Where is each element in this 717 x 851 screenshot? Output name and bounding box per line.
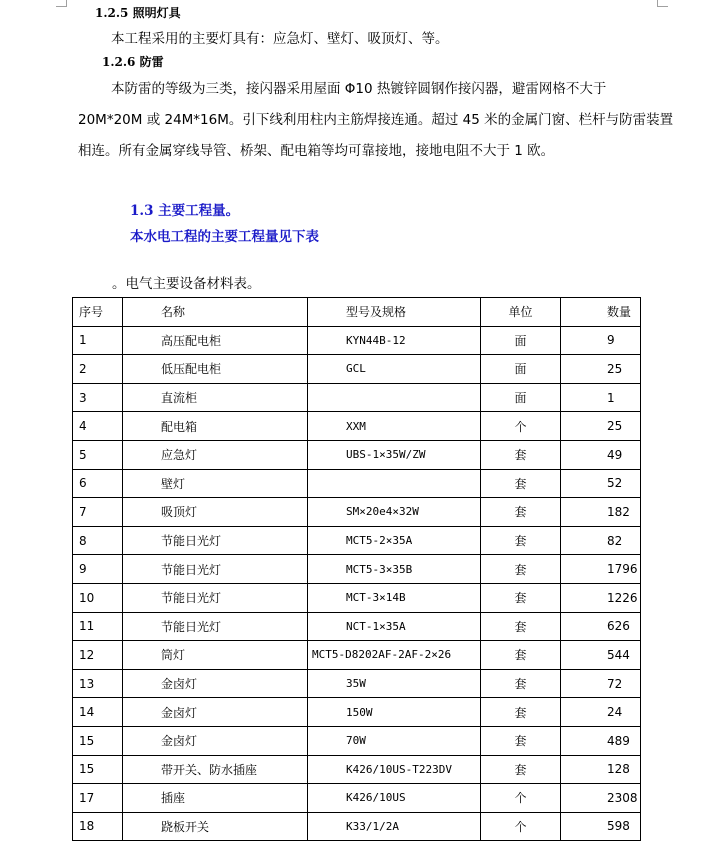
cell-number: 7 — [73, 498, 123, 527]
cell-unit: 个 — [481, 812, 561, 841]
table-row — [73, 526, 641, 555]
cell-name: 直流柜 — [123, 383, 308, 412]
cell-unit: 套 — [481, 726, 561, 755]
header-cell: 名称 — [123, 298, 308, 327]
cell-model: MCT5-D8202AF-2AF-2×26 — [308, 641, 481, 670]
cell-name: 金卤灯 — [123, 669, 308, 698]
left-crop-mark — [56, 0, 67, 7]
cell-number: 5 — [73, 440, 123, 469]
cell-unit: 套 — [481, 612, 561, 641]
cell-model: UBS-1×35W/ZW — [308, 440, 481, 469]
cell-unit: 套 — [481, 498, 561, 527]
cell-quantity: 49 — [561, 440, 641, 469]
table-row — [73, 612, 641, 641]
table-row — [73, 698, 641, 727]
table-row — [73, 498, 641, 527]
table-row — [73, 469, 641, 498]
cell-name: 带开关、防水插座 — [123, 755, 308, 784]
cell-number: 8 — [73, 526, 123, 555]
cell-unit: 套 — [481, 755, 561, 784]
cell-model: XXM — [308, 412, 481, 441]
cell-unit: 个 — [481, 784, 561, 813]
cell-quantity: 25 — [561, 412, 641, 441]
cell-unit: 面 — [481, 326, 561, 355]
table-row — [73, 812, 641, 841]
cell-model: MCT5-3×35B — [308, 555, 481, 584]
heading-1-3: 1.3 主要工程量。 — [130, 203, 240, 219]
cell-name: 壁灯 — [123, 469, 308, 498]
cell-quantity: 128 — [561, 755, 641, 784]
table-row — [73, 555, 641, 584]
cell-quantity: 1 — [561, 383, 641, 412]
header-cell: 型号及规格 — [308, 298, 481, 327]
cell-name: 插座 — [123, 784, 308, 813]
cell-model: K426/10US — [308, 784, 481, 813]
cell-quantity: 82 — [561, 526, 641, 555]
table-row — [73, 440, 641, 469]
lighting-paragraph: 本工程采用的主要灯具有：应急灯、壁灯、吸顶灯、等。 — [111, 31, 449, 47]
cell-unit: 套 — [481, 698, 561, 727]
cell-number: 9 — [73, 555, 123, 584]
cell-quantity: 1796 — [561, 555, 641, 584]
cell-model: K426/10US-T223DV — [308, 755, 481, 784]
cell-quantity: 72 — [561, 669, 641, 698]
cell-number: 13 — [73, 669, 123, 698]
cell-unit: 套 — [481, 641, 561, 670]
cell-number: 12 — [73, 641, 123, 670]
heading-1-2-5: 1.2.5 照明灯具 — [95, 6, 181, 20]
cell-model — [308, 383, 481, 412]
cell-name: 节能日光灯 — [123, 526, 308, 555]
cell-unit: 套 — [481, 555, 561, 584]
cell-name: 金卤灯 — [123, 698, 308, 727]
cell-unit: 套 — [481, 440, 561, 469]
table-body — [73, 326, 641, 841]
cell-quantity: 9 — [561, 326, 641, 355]
cell-model: GCL — [308, 355, 481, 384]
cell-model: MCT-3×14B — [308, 583, 481, 612]
table-row — [73, 383, 641, 412]
heading-1-2-6: 1.2.6 防雷 — [102, 55, 164, 69]
cell-number: 1 — [73, 326, 123, 355]
cell-number: 15 — [73, 726, 123, 755]
cell-name: 金卤灯 — [123, 726, 308, 755]
cell-model: K33/1/2A — [308, 812, 481, 841]
cell-number: 3 — [73, 383, 123, 412]
cell-model: NCT-1×35A — [308, 612, 481, 641]
cell-number: 6 — [73, 469, 123, 498]
cell-unit: 个 — [481, 412, 561, 441]
cell-unit: 套 — [481, 669, 561, 698]
lightning-paragraph-line-3: 相连。所有金属穿线导管、桥架、配电箱等均可靠接地，接地电阻不大于 1 欧。 — [78, 143, 555, 159]
cell-model: SM×20e4×32W — [308, 498, 481, 527]
cell-quantity: 52 — [561, 469, 641, 498]
table-row — [73, 641, 641, 670]
cell-model: MCT5-2×35A — [308, 526, 481, 555]
cell-quantity: 489 — [561, 726, 641, 755]
cell-number: 18 — [73, 812, 123, 841]
cell-quantity: 24 — [561, 698, 641, 727]
cell-quantity: 598 — [561, 812, 641, 841]
cell-name: 配电箱 — [123, 412, 308, 441]
cell-unit: 面 — [481, 355, 561, 384]
cell-quantity: 2308 — [561, 784, 641, 813]
table-row — [73, 412, 641, 441]
header-cell: 数量 — [561, 298, 641, 327]
cell-unit: 套 — [481, 469, 561, 498]
lightning-paragraph-line-1: 本防雷的等级为三类，接闪器采用屋面 Φ10 热镀锌圆钢作接闪器，避雷网格不大于 — [111, 81, 607, 97]
cell-name: 低压配电柜 — [123, 355, 308, 384]
cell-name: 高压配电柜 — [123, 326, 308, 355]
table-row — [73, 355, 641, 384]
cell-quantity: 25 — [561, 355, 641, 384]
cell-name: 应急灯 — [123, 440, 308, 469]
cell-name: 节能日光灯 — [123, 555, 308, 584]
header-cell: 序号 — [73, 298, 123, 327]
header-cell: 单位 — [481, 298, 561, 327]
cell-model — [308, 469, 481, 498]
lightning-paragraph-line-2: 20M*20M 或 24M*16M。引下线利用柱内主筋焊接连通。超过 45 米的金属门窗、栏杆与防雷装置 — [78, 112, 674, 128]
cell-number: 10 — [73, 583, 123, 612]
cell-unit: 面 — [481, 383, 561, 412]
table-caption: 。电气主要设备材料表。 — [112, 276, 261, 292]
cell-name: 节能日光灯 — [123, 612, 308, 641]
cell-number: 4 — [73, 412, 123, 441]
cell-name: 吸顶灯 — [123, 498, 308, 527]
cell-name: 节能日光灯 — [123, 583, 308, 612]
cell-quantity: 544 — [561, 641, 641, 670]
table-header-row — [73, 298, 641, 327]
cell-number: 14 — [73, 698, 123, 727]
cell-unit: 套 — [481, 526, 561, 555]
cell-number: 15 — [73, 755, 123, 784]
right-crop-mark — [657, 0, 668, 7]
table-row — [73, 583, 641, 612]
cell-unit: 套 — [481, 583, 561, 612]
cell-quantity: 1226 — [561, 583, 641, 612]
cell-number: 11 — [73, 612, 123, 641]
cell-model: 35W — [308, 669, 481, 698]
cell-model: 70W — [308, 726, 481, 755]
cell-name: 跷板开关 — [123, 812, 308, 841]
subheading-quantities: 本水电工程的主要工程量见下表 — [130, 229, 319, 245]
cell-quantity: 182 — [561, 498, 641, 527]
cell-number: 2 — [73, 355, 123, 384]
cell-model: KYN44B-12 — [308, 326, 481, 355]
table-row — [73, 669, 641, 698]
table-row — [73, 755, 641, 784]
cell-number: 17 — [73, 784, 123, 813]
cell-quantity: 626 — [561, 612, 641, 641]
materials-table — [72, 297, 641, 841]
cell-name: 筒灯 — [123, 641, 308, 670]
table-row — [73, 784, 641, 813]
table-row — [73, 326, 641, 355]
cell-model: 150W — [308, 698, 481, 727]
table-row — [73, 726, 641, 755]
